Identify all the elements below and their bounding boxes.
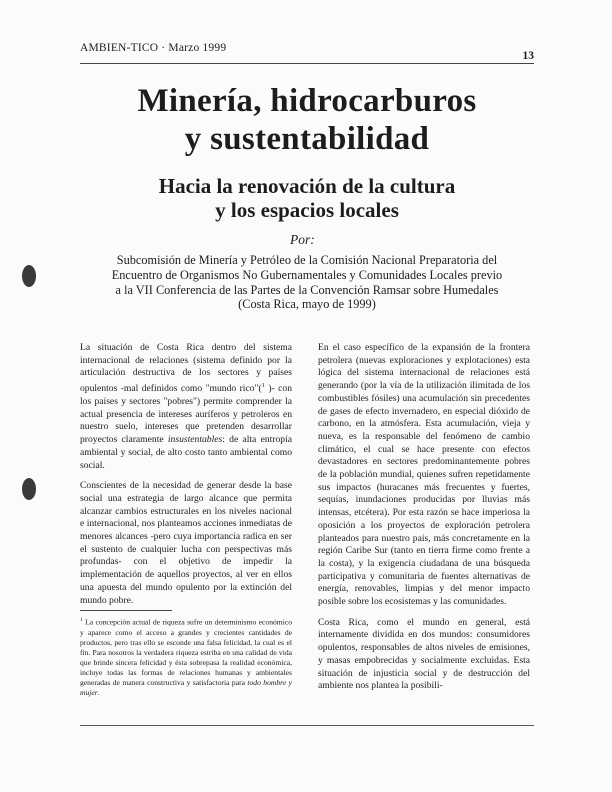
article-subtitle bbox=[80, 174, 534, 222]
emphasis: todo hombre y mujer bbox=[80, 678, 292, 698]
byline-authors bbox=[80, 253, 534, 312]
running-header bbox=[80, 42, 534, 62]
text-run: : de alta entropía ambiental y social, de alto costo tanto ambiental como social. bbox=[80, 434, 292, 471]
byline-label: Por: bbox=[290, 232, 315, 247]
paragraph: En el caso específico de la expansión de la frontera petrolera (nuevas exploraciones y explotaciones) esta lógica del sistema internacional de relaciones está generando (por la vía de la utilización ilimitada de los combustibles fósiles) una acumulación sin precedentes de gases de efecto invernadero, en especial dióxido de carbono, en la atmósfera. Esta acumulación, vieja y nueva, es la responsable del fenómeno de cambio climático, el cual se hace presente con efectos devastadores en sectores predominantemente pobres de la población mundial, quienes sufren repetidamente sus impactos (huracanes más frecuentes y fuertes, sequías, inundaciones producidas por lluvias más intensas, etcétera). Por esta razón se hace imperiosa la oposición a los proyectos de exploración petrolera planteados para nuestro país, más concretamente en la región Caribe Sur (tanto en tierra firme como frente a la costa), y la exigencia ciudadana de una búsqueda participativa y comunitaria de fuentes alternativas de energía, renovables, limpias y del menor impacto posible sobre los ecosistemas y las comunidades. bbox=[318, 342, 530, 608]
byline-line: (Costa Rica, mayo de 1999) bbox=[238, 297, 376, 312]
paragraph: Conscientes de la necesidad de generar desde la base social una estrategia de largo alcance que permita alcanzar cambios estructurales en los niveles nacional e internacional, nos planteamos acciones inmediatas de menores alcances -pero cuya importancia radica en ser el sustento de cualquier lucha con perspectivas más profundas- con el objetivo de impedir la implementación de aquellos proyectos, al ver en ellos una apuesta del mundo opulento por la extinción del mundo pobre. bbox=[80, 480, 292, 606]
footnote-ref: 1 bbox=[261, 382, 265, 390]
left-column bbox=[80, 342, 292, 615]
title-line: Minería, hidrocarburos bbox=[137, 83, 477, 119]
subtitle-line: y los espacios locales bbox=[215, 198, 399, 222]
subtitle-line: Hacia la renovación de la cultura bbox=[158, 174, 456, 198]
footnote-number: 1 bbox=[80, 617, 83, 623]
page-number: 13 bbox=[522, 50, 534, 62]
text-run: )- con los países y sectores "pobres") permite comprender la actual presencia de intereses auríferos y petroleros en nuestro suelo, intereses que pretenden desarrollar proyectos claramente bbox=[80, 383, 292, 446]
text-run: La concepción actual de riqueza sufre un determinismo económico y aparece como el acceso a grandes y crecientes cantidades de productos, pero tras ello se esconde una falsa felicidad, la cual es el fin. Para nosotros la verdadera riqueza estriba en una calidad de vida que brinde sincera felicidad y ésta sobrepasa la realidad económica, incluye todas las formas de relaciones humanas y ambientales generadas de manera constructiva y satisfactoria para bbox=[80, 617, 292, 688]
paragraph: Costa Rica, como el mundo en general, está internamente dividida en dos mundos: consumidores opulentos, responsables de altos niveles de emisiones, y masas empobrecidas y socialmente excluidas. Esta situación de injusticia social y de destrucción del ambiente nos plantea la posibili- bbox=[318, 616, 530, 692]
emphasis: insustentables bbox=[167, 434, 223, 446]
punch-hole bbox=[22, 265, 36, 287]
text-run: . bbox=[97, 688, 100, 698]
journal-name: AMBIEN-TICO · Marzo 1999 bbox=[80, 42, 227, 54]
header-rule bbox=[80, 63, 534, 64]
byline-line: a la VII Conferencia de las Partes de la Convención Ramsar sobre Humedales bbox=[115, 282, 499, 297]
right-column bbox=[318, 342, 530, 701]
byline-line: Subcomisión de Minería y Petróleo de la Comisión Nacional Preparatoria del bbox=[116, 253, 498, 267]
article-title bbox=[80, 82, 534, 158]
footnote bbox=[80, 615, 292, 698]
punch-hole bbox=[22, 478, 36, 500]
footnote-rule bbox=[80, 610, 172, 611]
footer-rule bbox=[80, 725, 534, 726]
paragraph bbox=[80, 342, 292, 472]
text-run: La situación de Costa Rica dentro del sistema internacional de relaciones (sistema definido por la articulación destructiva de los sectores y países opulentos -mal definidos como "mundo rico"( bbox=[80, 342, 292, 395]
byline-line: Encuentro de Organismos No Gubernamentales y Comunidades Locales previo bbox=[111, 267, 503, 282]
title-line: y sustentabilidad bbox=[184, 121, 430, 157]
